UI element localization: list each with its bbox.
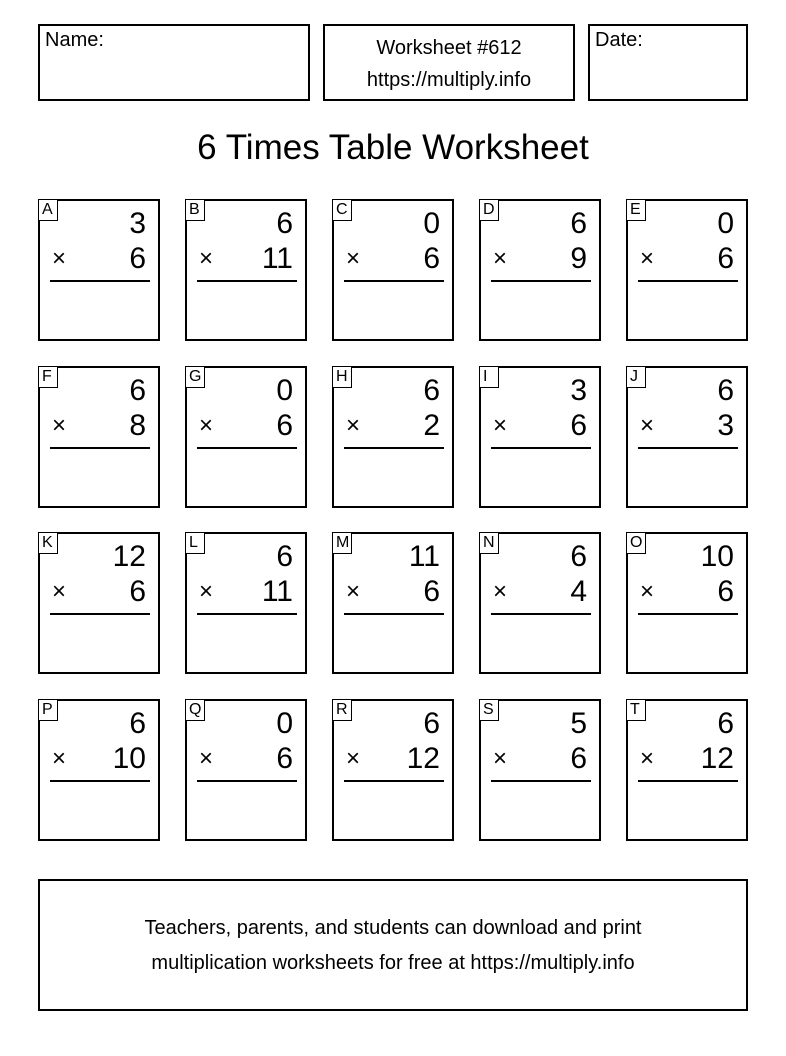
answer-line (491, 447, 591, 449)
multiplier: 6 (129, 575, 146, 608)
page-title: 6 Times Table Worksheet (197, 128, 589, 167)
answer-area[interactable] (334, 452, 452, 506)
multiplicand: 5 (570, 707, 587, 740)
times-sign: × (199, 412, 214, 439)
answer-line (491, 613, 591, 615)
problem-letter: M (332, 532, 352, 554)
problem-card-a (38, 199, 160, 341)
times-sign: × (199, 745, 214, 772)
answer-area[interactable] (40, 285, 158, 339)
answer-line (638, 613, 738, 615)
problem-card-c (332, 199, 454, 341)
multiplier: 10 (112, 742, 146, 775)
multiplicand: 6 (423, 707, 440, 740)
answer-area[interactable] (40, 785, 158, 839)
problem-card-m (332, 532, 454, 674)
footer-note (38, 879, 748, 1011)
multiplicand: 6 (129, 374, 146, 407)
problem-letter: D (479, 199, 499, 221)
multiplicand: 6 (717, 707, 734, 740)
problem-letter: N (479, 532, 499, 554)
multiplicand: 11 (408, 540, 440, 573)
multiplier: 8 (129, 409, 146, 442)
worksheet-number: Worksheet #612 (376, 37, 522, 59)
multiplicand: 0 (423, 207, 440, 240)
problem-letter: E (626, 199, 646, 221)
problem-letter: B (185, 199, 205, 221)
multiplier: 6 (717, 242, 734, 275)
multiplier: 9 (570, 242, 587, 275)
multiplicand: 6 (276, 540, 293, 573)
times-sign: × (640, 578, 655, 605)
answer-line (638, 447, 738, 449)
answer-area[interactable] (481, 285, 599, 339)
times-sign: × (52, 412, 67, 439)
answer-line (50, 447, 150, 449)
worksheet-url[interactable]: https://multiply.info (366, 69, 532, 91)
problem-letter: R (332, 699, 352, 721)
problem-card-h (332, 366, 454, 508)
multiplicand: 6 (423, 374, 440, 407)
times-sign: × (346, 245, 361, 272)
answer-line (197, 447, 297, 449)
multiplicand: 0 (717, 207, 734, 240)
answer-line (344, 447, 444, 449)
answer-line (197, 613, 297, 615)
problem-card-n (479, 532, 601, 674)
multiplier: 6 (423, 242, 440, 275)
problem-letter: I (479, 366, 499, 388)
answer-area[interactable] (187, 452, 305, 506)
answer-line (50, 780, 150, 782)
problem-card-r (332, 699, 454, 841)
multiplier: 6 (276, 742, 293, 775)
answer-line (638, 780, 738, 782)
footer-line-1: Teachers, parents, and students can download and print (144, 917, 642, 939)
multiplier: 6 (570, 742, 587, 775)
answer-area[interactable] (628, 285, 746, 339)
problem-letter: A (38, 199, 58, 221)
times-sign: × (346, 745, 361, 772)
problem-letter: L (185, 532, 205, 554)
answer-area[interactable] (187, 285, 305, 339)
problem-card-l (185, 532, 307, 674)
answer-area[interactable] (628, 452, 746, 506)
problem-card-e (626, 199, 748, 341)
multiplicand: 6 (276, 207, 293, 240)
problem-card-d (479, 199, 601, 341)
multiplier: 11 (261, 575, 293, 608)
times-sign: × (52, 245, 67, 272)
multiplier: 6 (423, 575, 440, 608)
multiplicand: 3 (129, 207, 146, 240)
date-field[interactable] (588, 24, 748, 101)
answer-line (197, 280, 297, 282)
times-sign: × (493, 745, 508, 772)
problem-card-j (626, 366, 748, 508)
multiplier: 12 (700, 742, 734, 775)
problem-letter: K (38, 532, 58, 554)
problem-card-o (626, 532, 748, 674)
date-label: Date: (595, 29, 643, 51)
answer-area[interactable] (481, 618, 599, 672)
footer-line-2: multiplication worksheets for free at https://multiply.info (151, 952, 635, 974)
problem-card-i (479, 366, 601, 508)
answer-area[interactable] (334, 618, 452, 672)
answer-line (197, 780, 297, 782)
problem-letter: C (332, 199, 352, 221)
times-sign: × (493, 578, 508, 605)
times-sign: × (493, 412, 508, 439)
answer-area[interactable] (187, 785, 305, 839)
answer-line (344, 613, 444, 615)
multiplier: 12 (406, 742, 440, 775)
multiplier: 3 (717, 409, 734, 442)
problem-letter: O (626, 532, 646, 554)
problem-letter: G (185, 366, 205, 388)
multiplier: 2 (423, 409, 440, 442)
times-sign: × (640, 245, 655, 272)
times-sign: × (52, 745, 67, 772)
multiplicand: 3 (570, 374, 587, 407)
multiplicand: 12 (112, 540, 146, 573)
problem-letter: H (332, 366, 352, 388)
multiplicand: 6 (717, 374, 734, 407)
answer-area[interactable] (628, 785, 746, 839)
times-sign: × (493, 245, 508, 272)
answer-area[interactable] (334, 285, 452, 339)
problem-letter: P (38, 699, 58, 721)
times-sign: × (346, 578, 361, 605)
answer-line (638, 280, 738, 282)
problem-letter: F (38, 366, 58, 388)
answer-line (50, 280, 150, 282)
multiplicand: 10 (700, 540, 734, 573)
problem-card-g (185, 366, 307, 508)
multiplier: 4 (570, 575, 587, 608)
answer-area[interactable] (481, 785, 599, 839)
times-sign: × (199, 245, 214, 272)
multiplicand: 6 (570, 540, 587, 573)
name-label: Name: (45, 29, 104, 51)
problem-card-k (38, 532, 160, 674)
problem-letter: Q (185, 699, 205, 721)
answer-area[interactable] (40, 452, 158, 506)
answer-line (344, 280, 444, 282)
multiplicand: 6 (129, 707, 146, 740)
multiplier: 6 (129, 242, 146, 275)
times-sign: × (640, 412, 655, 439)
multiplier: 6 (717, 575, 734, 608)
multiplicand: 6 (570, 207, 587, 240)
problem-card-p (38, 699, 160, 841)
problem-letter: T (626, 699, 646, 721)
answer-area[interactable] (187, 618, 305, 672)
problem-letter: J (626, 366, 646, 388)
answer-line (50, 613, 150, 615)
worksheet-info-box (323, 24, 575, 101)
multiplier: 6 (570, 409, 587, 442)
answer-area[interactable] (481, 452, 599, 506)
name-field[interactable] (38, 24, 310, 101)
times-sign: × (346, 412, 361, 439)
problem-card-s (479, 699, 601, 841)
times-sign: × (199, 578, 214, 605)
times-sign: × (640, 745, 655, 772)
multiplicand: 0 (276, 707, 293, 740)
answer-area[interactable] (40, 618, 158, 672)
multiplicand: 0 (276, 374, 293, 407)
answer-area[interactable] (334, 785, 452, 839)
answer-line (491, 780, 591, 782)
times-sign: × (52, 578, 67, 605)
multiplier: 6 (276, 409, 293, 442)
answer-line (491, 280, 591, 282)
problem-letter: S (479, 699, 499, 721)
problem-card-q (185, 699, 307, 841)
answer-line (344, 780, 444, 782)
problem-card-f (38, 366, 160, 508)
problem-card-t (626, 699, 748, 841)
multiplier: 11 (261, 242, 293, 275)
answer-area[interactable] (628, 618, 746, 672)
problem-card-b (185, 199, 307, 341)
